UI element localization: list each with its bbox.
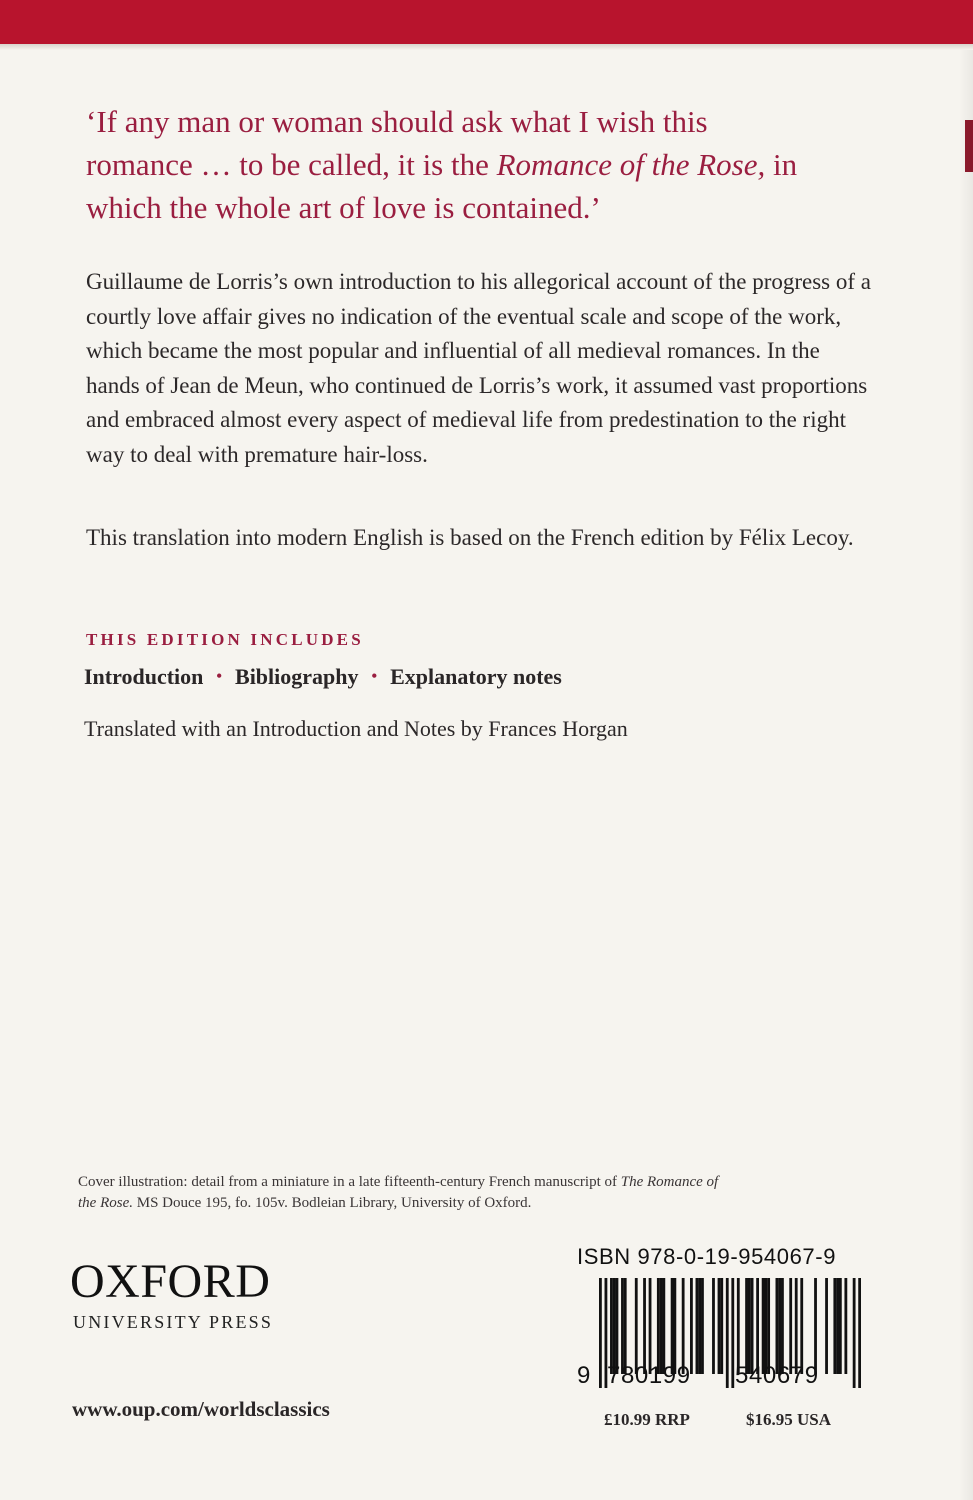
barcode-bar: [720, 1278, 723, 1374]
barcode-bar: [718, 1278, 721, 1374]
barcode-bar: [599, 1278, 602, 1388]
barcode-bar: [836, 1278, 839, 1374]
pull-quote: [86, 100, 806, 229]
publisher-website: www.oup.com/worldsclassics: [72, 1397, 330, 1421]
barcode-bar: [701, 1278, 704, 1374]
barcode-bar: [643, 1278, 646, 1374]
barcode-bar: [657, 1278, 660, 1374]
barcode-bar: [795, 1278, 798, 1374]
barcode-bar: [839, 1278, 842, 1374]
top-color-band: [0, 0, 973, 44]
price-uk: £10.99 RRP: [604, 1410, 690, 1429]
barcode-bar: [858, 1278, 861, 1388]
isbn-barcode-block: [577, 1244, 867, 1389]
edition-heading: THIS EDITION INCLUDES: [86, 630, 364, 649]
cover-credit-end: MS Douce 195, fo. 105v. Bodleian Library, University of Oxford.: [132, 1195, 532, 1211]
barcode-bar: [624, 1278, 627, 1374]
cover-illustration-credit: [78, 1172, 728, 1214]
barcode-bar: [682, 1278, 685, 1374]
description-paragraph-2: This translation into modern English is based on the French edition by Félix Lecoy.: [86, 525, 854, 550]
barcode-bar: [764, 1278, 767, 1374]
band-shadow: [0, 44, 973, 50]
barcode-bar: [814, 1278, 817, 1374]
barcode-right-digits: 540679: [735, 1362, 819, 1389]
barcode-bar: [833, 1278, 836, 1374]
barcode-bar: [731, 1278, 734, 1388]
barcode-bar: [698, 1278, 701, 1374]
price-us: $16.95 USA: [746, 1410, 832, 1429]
barcode-bar: [776, 1278, 779, 1374]
barcode-bar: [853, 1278, 856, 1388]
barcode-bar: [751, 1278, 754, 1374]
barcode-bar: [662, 1278, 665, 1374]
publisher-logo: [70, 1256, 273, 1333]
description-paragraph-1: Guillaume de Lorris’s own introduction to his allegorical account of the progress of a courtly love affair gives no indication of the eventual scale and scope of the work, which became the most popular and influential of all medieval romances. In the hands of Jean de Meun, who continued de Lorris’s work, it assumed vast proportions and embraced almost every aspect of medieval life from predestination to the right way to deal with premature hair-loss.: [86, 269, 871, 467]
barcode-bar: [649, 1278, 652, 1374]
cover-credit-title: The Romance of the Rose.: [78, 1174, 719, 1211]
barcode-bar: [610, 1278, 613, 1374]
barcode-bar: [690, 1278, 693, 1374]
barcode-bar: [616, 1278, 619, 1374]
barcode-bar: [800, 1278, 803, 1374]
barcode-bar: [825, 1278, 828, 1374]
barcode-bar: [696, 1278, 699, 1374]
isbn-label: ISBN 978-0-19-954067-9: [577, 1244, 837, 1269]
translator-credit: Translated with an Introduction and Notes by Frances Horgan: [84, 716, 628, 741]
edition-item-notes: Explanatory notes: [390, 664, 562, 689]
barcode-bar: [844, 1278, 847, 1374]
barcode-bar: [635, 1278, 638, 1374]
barcode-bar: [762, 1278, 765, 1374]
barcode-first-digit: 9: [577, 1362, 591, 1389]
publisher-subtitle: UNIVERSITY PRESS: [73, 1312, 274, 1332]
barcode-bar: [756, 1278, 759, 1374]
barcode-bar: [767, 1278, 770, 1374]
publisher-name: OXFORD: [70, 1255, 271, 1308]
edition-item-bibliography: Bibliography: [235, 664, 359, 689]
barcode-bar: [789, 1278, 792, 1374]
bullet-separator: •: [371, 668, 378, 685]
barcode-bar: [671, 1278, 674, 1374]
barcode-bar: [673, 1278, 676, 1374]
barcode-bar: [621, 1278, 624, 1374]
edition-item-introduction: Introduction: [84, 664, 204, 689]
quote-text-start: ‘If any man or woman should ask what I wish this romance … to be called, it is the: [86, 104, 708, 182]
barcode-bar: [748, 1278, 751, 1374]
barcode-bar: [712, 1278, 715, 1374]
quote-title: Romance of the Rose,: [496, 147, 766, 182]
cover-credit-start: Cover illustration: detail from a miniature in a late fifteenth-century French manuscript of: [78, 1174, 621, 1190]
barcode-bar: [778, 1278, 781, 1374]
barcode-bar: [726, 1278, 729, 1388]
quote-text-end: in which the whole art of love is contained.’: [86, 147, 798, 225]
barcode-bar: [737, 1278, 740, 1374]
page-edge-shadow: [959, 50, 973, 1500]
barcode-left-digits: 780199: [607, 1362, 691, 1389]
bullet-separator: •: [216, 668, 223, 685]
barcode-bar: [745, 1278, 748, 1374]
barcode-bar: [613, 1278, 616, 1374]
edition-features-list: [84, 664, 562, 690]
barcode-bar: [660, 1278, 663, 1374]
barcode-bar: [781, 1278, 784, 1374]
